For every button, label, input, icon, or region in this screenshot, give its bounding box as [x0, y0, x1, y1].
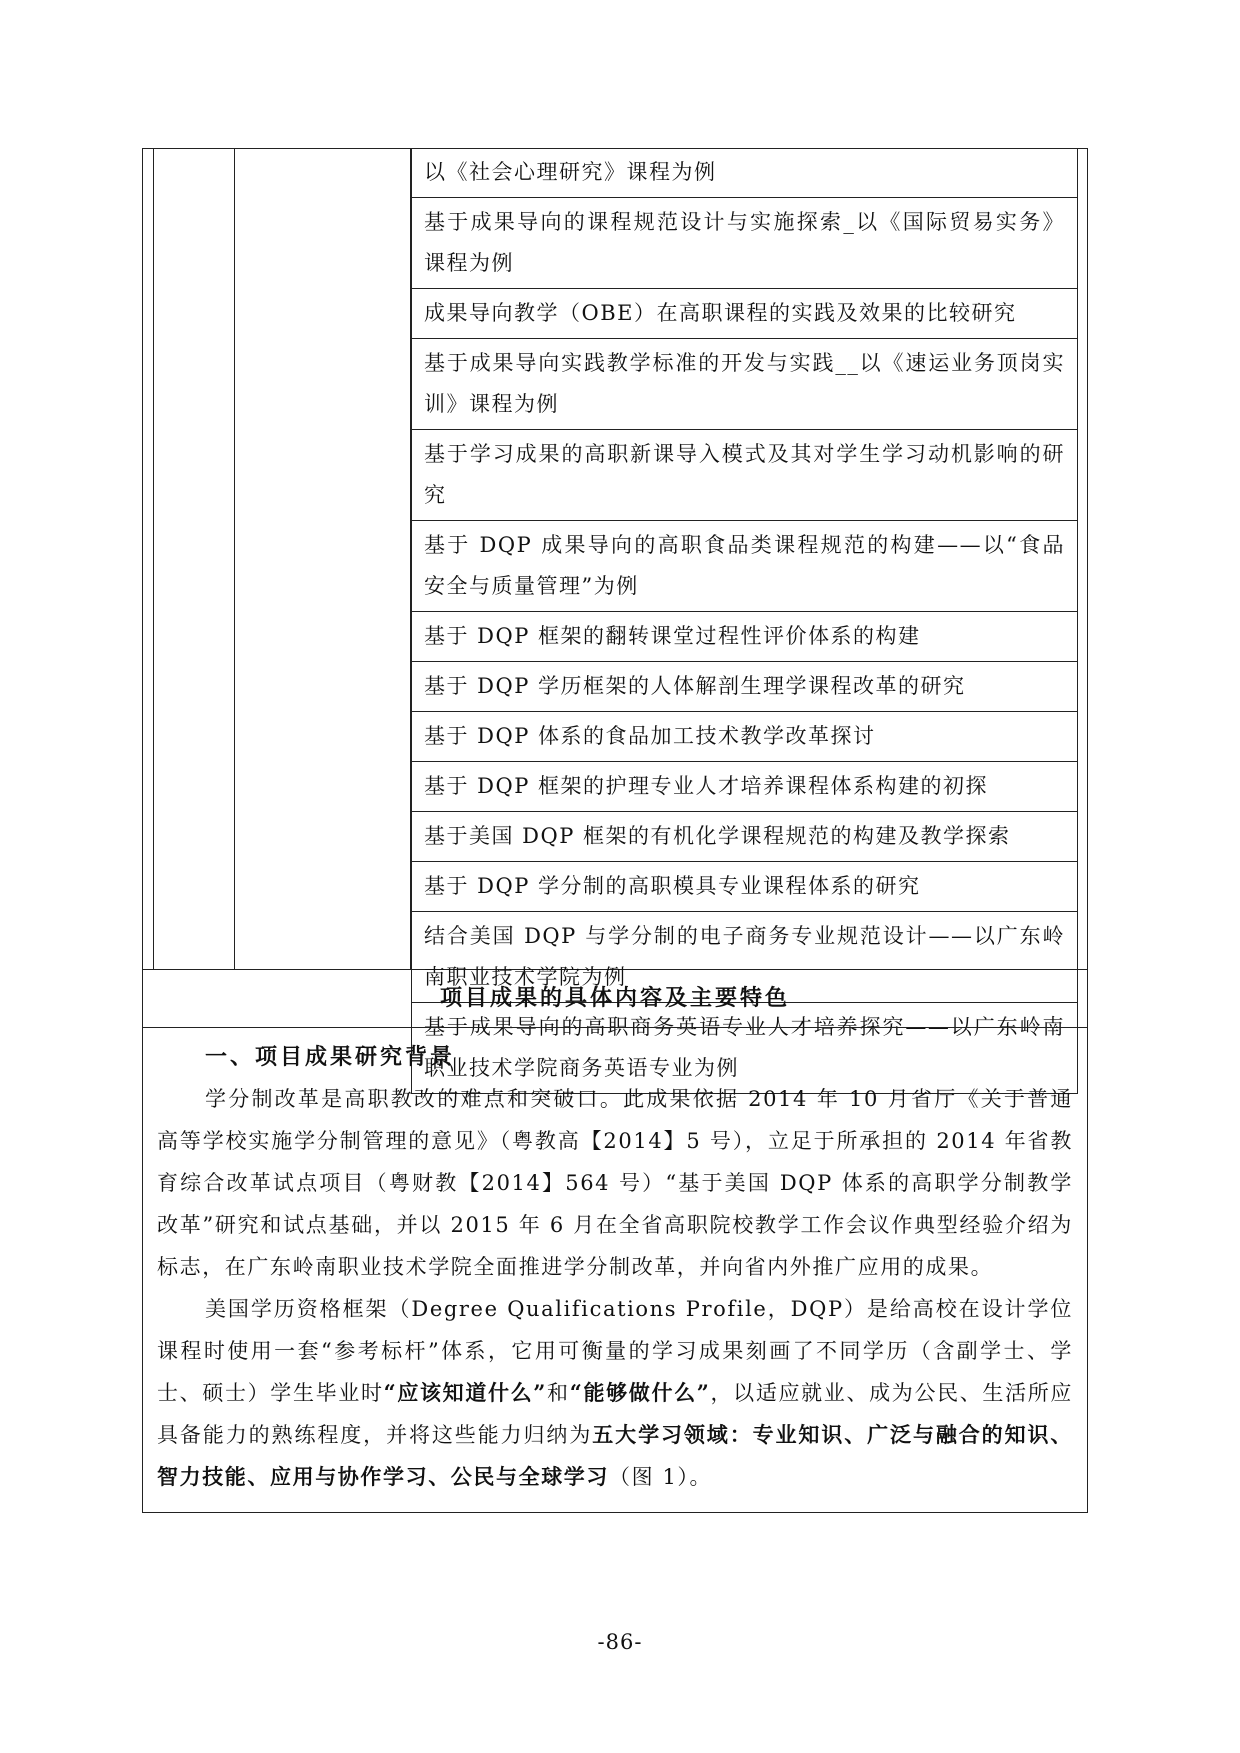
paper-title: 基于成果导向的课程规范设计与实施探索_以《国际贸易实务》课程为例: [411, 198, 1078, 289]
paper-title: 基于 DQP 框架的护理专业人才培养课程体系构建的初探: [411, 762, 1078, 812]
para-text: 和: [547, 1381, 570, 1405]
section-title: 项目成果的具体内容及主要特色: [142, 970, 1088, 1028]
table-column-type: [235, 148, 411, 970]
paper-title: 基于 DQP 学分制的高职模具专业课程体系的研究: [411, 862, 1078, 912]
para-text: 美国学历资格框架（Degree Qualifications Profile，DQP）是给高校在设计学位课程时使用一套“参考标杆”体系，它用可衡量的学习成果刻画了不同学历（含副学士、学士、硕士）学生毕业时: [157, 1297, 1073, 1405]
para-text: ，以适应就业、成为公民、生活所应具备能力的熟练程度，并将这些能力归纳为: [157, 1381, 1074, 1447]
paragraph-dqp: [157, 1288, 1073, 1498]
paper-title: 基于成果导向实践教学标准的开发与实践__以《速运业务顶岗实训》课程为例: [411, 339, 1078, 430]
paper-title: 结合美国 DQP 与学分制的电子商务专业规范设计——以广东岭南职业技术学院为例: [411, 912, 1078, 1003]
paper-title: 基于美国 DQP 框架的有机化学课程规范的构建及教学探索: [411, 812, 1078, 862]
paper-title: 基于 DQP 体系的食品加工技术教学改革探讨: [411, 712, 1078, 762]
paper-title: 基于 DQP 框架的翻转课堂过程性评价体系的构建: [411, 612, 1078, 662]
section-body: [142, 1028, 1088, 1513]
para-text: （图 1）。: [609, 1465, 713, 1489]
paper-title: 基于 DQP 学历框架的人体解剖生理学课程改革的研究: [411, 662, 1078, 712]
subheading: 一、项目成果研究背景: [205, 1044, 456, 1070]
emphasis-do: “能够做什么”: [569, 1380, 711, 1405]
page-number: -86-: [597, 1630, 643, 1654]
table-column-index: [142, 148, 154, 970]
paper-title: 基于成果导向的高职商务英语专业人才培养探究——以广东岭南职业技术学院商务英语专业为例: [411, 1003, 1078, 1094]
table-column-category: [154, 148, 235, 970]
paragraph-background: 学分制改革是高职教改的难点和突破口。此成果依据 2014 年 10 月省厅《关于普通高等学校实施学分制管理的意见》（粤教高【2014】5 号），立足于所承担的 2014 年省教育综合改革试点项目（粤财教【2014】564 号）“基于美国 DQP 体系的高职学分制教学改革”研究和试点基础，并以 2015 年 6 月在全省高职院校教学工作会议作典型经验介绍为标志，在广东岭南职业技术学院全面推进学分制改革，并向省内外推广应用的成果。: [157, 1087, 1073, 1279]
paper-title: 以《社会心理研究》课程为例: [411, 148, 1078, 198]
emphasis-learning-domains: 五大学习领域：专业知识、广泛与融合的知识、智力技能、应用与协作学习、公民与全球学习: [157, 1422, 1073, 1489]
paper-title: 基于学习成果的高职新课导入模式及其对学生学习动机影响的研究: [411, 430, 1078, 521]
paper-title: 成果导向教学（OBE）在高职课程的实践及效果的比较研究: [411, 289, 1078, 339]
paper-title-list: [411, 148, 1078, 1094]
paper-title: 基于 DQP 成果导向的高职食品类课程规范的构建——以“食品安全与质量管理”为例: [411, 521, 1078, 612]
emphasis-know: “应该知道什么”: [383, 1380, 547, 1405]
